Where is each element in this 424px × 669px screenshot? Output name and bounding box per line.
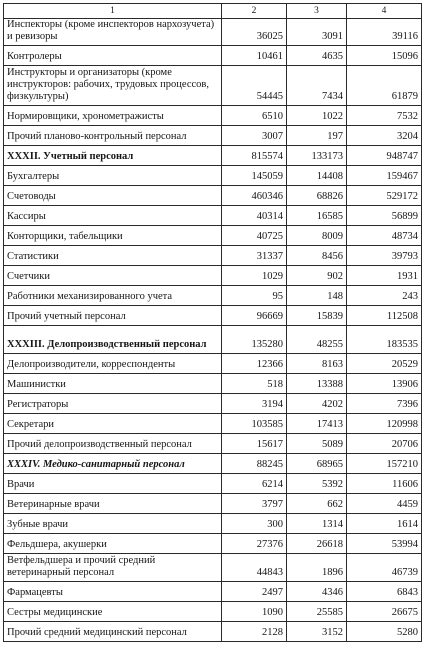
- row-label: Бухгалтеры: [4, 166, 222, 186]
- table-row: [4, 582, 422, 602]
- row-label: Фельдшера, акушерки: [4, 534, 222, 554]
- value-col-2: 815574: [222, 146, 287, 166]
- value-col-4: 120998: [347, 414, 422, 434]
- value-col-2: 1090: [222, 602, 287, 622]
- value-col-3: 902: [287, 266, 347, 286]
- value-col-4: 157210: [347, 454, 422, 474]
- value-col-2: 300: [222, 514, 287, 534]
- value-col-2: 44843: [222, 554, 287, 582]
- value-col-3: 4202: [287, 394, 347, 414]
- value-col-4: 529172: [347, 186, 422, 206]
- statistics-table-page: [3, 3, 421, 666]
- table-row: [4, 534, 422, 554]
- value-col-4: 39116: [347, 19, 422, 46]
- value-col-2: 2128: [222, 622, 287, 642]
- value-col-4: 20529: [347, 354, 422, 374]
- row-label: XXXIV. Медико-санитарный персонал: [4, 454, 222, 474]
- row-label: Прочий средний медицинский персонал: [4, 622, 222, 642]
- row-label: Инструкторы и организаторы (кроме инструкторов: рабочих, трудовых процессов, физкультуры): [4, 66, 222, 106]
- value-col-2: 10461: [222, 46, 287, 66]
- row-label: Зубные врачи: [4, 514, 222, 534]
- value-col-3: 1896: [287, 554, 347, 582]
- row-label: Врачи: [4, 474, 222, 494]
- table-row: [4, 602, 422, 622]
- value-col-3: 7434: [287, 66, 347, 106]
- section-header-row: [4, 326, 422, 354]
- value-col-4: 53994: [347, 534, 422, 554]
- row-label: Регистраторы: [4, 394, 222, 414]
- row-label: Ветфельдшера и прочий средний ветеринарный персонал: [4, 554, 222, 582]
- value-col-3: 25585: [287, 602, 347, 622]
- value-col-4: 159467: [347, 166, 422, 186]
- table-row: [4, 226, 422, 246]
- value-col-3: 48255: [287, 326, 347, 354]
- value-col-2: 54445: [222, 66, 287, 106]
- value-col-3: 197: [287, 126, 347, 146]
- table-row: [4, 394, 422, 414]
- value-col-3: 13388: [287, 374, 347, 394]
- value-col-3: 5392: [287, 474, 347, 494]
- table-row: [4, 354, 422, 374]
- row-label: Работники механизированного учета: [4, 286, 222, 306]
- row-label: Прочий планово-контрольный персонал: [4, 126, 222, 146]
- value-col-4: 243: [347, 286, 422, 306]
- value-col-2: 3194: [222, 394, 287, 414]
- value-col-4: 7396: [347, 394, 422, 414]
- column-number-2: 2: [222, 4, 287, 19]
- value-col-3: 15839: [287, 306, 347, 326]
- table-row: [4, 374, 422, 394]
- table-row: [4, 554, 422, 582]
- value-col-2: 2497: [222, 582, 287, 602]
- table-body: [4, 19, 422, 642]
- table-row: [4, 514, 422, 534]
- occupation-table: [3, 3, 422, 642]
- value-col-2: 40314: [222, 206, 287, 226]
- value-col-2: 27376: [222, 534, 287, 554]
- value-col-4: 7532: [347, 106, 422, 126]
- value-col-4: 6843: [347, 582, 422, 602]
- column-number-row: [4, 4, 422, 19]
- value-col-4: 4459: [347, 494, 422, 514]
- value-col-2: 145059: [222, 166, 287, 186]
- table-row: [4, 206, 422, 226]
- row-label: Секретари: [4, 414, 222, 434]
- value-col-3: 148: [287, 286, 347, 306]
- value-col-3: 133173: [287, 146, 347, 166]
- row-label: Контролеры: [4, 46, 222, 66]
- table-row: [4, 246, 422, 266]
- value-col-4: 183535: [347, 326, 422, 354]
- row-label: Инспекторы (кроме инспекторов нархозучета) и ревизоры: [4, 19, 222, 46]
- value-col-3: 26618: [287, 534, 347, 554]
- value-col-2: 518: [222, 374, 287, 394]
- value-col-3: 14408: [287, 166, 347, 186]
- value-col-2: 1029: [222, 266, 287, 286]
- value-col-2: 6510: [222, 106, 287, 126]
- row-label: Делопроизводители, корреспонденты: [4, 354, 222, 374]
- value-col-3: 68826: [287, 186, 347, 206]
- table-row: [4, 414, 422, 434]
- value-col-3: 8456: [287, 246, 347, 266]
- value-col-2: 96669: [222, 306, 287, 326]
- value-col-3: 17413: [287, 414, 347, 434]
- value-col-2: 3797: [222, 494, 287, 514]
- value-col-4: 112508: [347, 306, 422, 326]
- column-number-3: 3: [287, 4, 347, 19]
- value-col-4: 5280: [347, 622, 422, 642]
- row-label: Фармацевты: [4, 582, 222, 602]
- section-header-row: [4, 454, 422, 474]
- value-col-2: 40725: [222, 226, 287, 246]
- table-row: [4, 66, 422, 106]
- value-col-4: 15096: [347, 46, 422, 66]
- value-col-3: 68965: [287, 454, 347, 474]
- table-row: [4, 46, 422, 66]
- value-col-3: 5089: [287, 434, 347, 454]
- value-col-4: 48734: [347, 226, 422, 246]
- value-col-2: 103585: [222, 414, 287, 434]
- value-col-3: 1022: [287, 106, 347, 126]
- table-row: [4, 474, 422, 494]
- row-label: Прочий делопроизводственный персонал: [4, 434, 222, 454]
- value-col-3: 1314: [287, 514, 347, 534]
- row-label: Счетоводы: [4, 186, 222, 206]
- value-col-3: 3152: [287, 622, 347, 642]
- table-row: [4, 19, 422, 46]
- row-label: Кассиры: [4, 206, 222, 226]
- value-col-4: 20706: [347, 434, 422, 454]
- value-col-2: 88245: [222, 454, 287, 474]
- value-col-3: 662: [287, 494, 347, 514]
- value-col-2: 36025: [222, 19, 287, 46]
- value-col-2: 12366: [222, 354, 287, 374]
- value-col-2: 3007: [222, 126, 287, 146]
- row-label: Машинистки: [4, 374, 222, 394]
- row-label: XXXII. Учетный персонал: [4, 146, 222, 166]
- value-col-2: 95: [222, 286, 287, 306]
- value-col-4: 26675: [347, 602, 422, 622]
- value-col-4: 1931: [347, 266, 422, 286]
- value-col-2: 6214: [222, 474, 287, 494]
- value-col-3: 4346: [287, 582, 347, 602]
- value-col-4: 39793: [347, 246, 422, 266]
- row-label: Сестры медицинские: [4, 602, 222, 622]
- row-label: Нормировщики, хронометражисты: [4, 106, 222, 126]
- value-col-3: 4635: [287, 46, 347, 66]
- value-col-4: 46739: [347, 554, 422, 582]
- table-row: [4, 186, 422, 206]
- section-header-row: [4, 146, 422, 166]
- row-label: Ветеринарные врачи: [4, 494, 222, 514]
- row-label: Счетчики: [4, 266, 222, 286]
- value-col-2: 15617: [222, 434, 287, 454]
- value-col-4: 61879: [347, 66, 422, 106]
- value-col-4: 56899: [347, 206, 422, 226]
- table-row: [4, 306, 422, 326]
- table-row: [4, 434, 422, 454]
- column-number-1: 1: [4, 4, 222, 19]
- value-col-3: 16585: [287, 206, 347, 226]
- table-row: [4, 622, 422, 642]
- value-col-3: 8163: [287, 354, 347, 374]
- table-row: [4, 494, 422, 514]
- row-label: XXXIII. Делопроизводственный персонал: [4, 326, 222, 354]
- value-col-3: 8009: [287, 226, 347, 246]
- column-number-4: 4: [347, 4, 422, 19]
- table-row: [4, 266, 422, 286]
- value-col-4: 3204: [347, 126, 422, 146]
- value-col-4: 1614: [347, 514, 422, 534]
- table-row: [4, 166, 422, 186]
- table-row: [4, 126, 422, 146]
- row-label: Прочий учетный персонал: [4, 306, 222, 326]
- row-label: Конторщики, табельщики: [4, 226, 222, 246]
- value-col-3: 3091: [287, 19, 347, 46]
- table-row: [4, 106, 422, 126]
- value-col-2: 31337: [222, 246, 287, 266]
- value-col-4: 13906: [347, 374, 422, 394]
- value-col-2: 460346: [222, 186, 287, 206]
- value-col-4: 948747: [347, 146, 422, 166]
- value-col-4: 11606: [347, 474, 422, 494]
- value-col-2: 135280: [222, 326, 287, 354]
- table-row: [4, 286, 422, 306]
- row-label: Статистики: [4, 246, 222, 266]
